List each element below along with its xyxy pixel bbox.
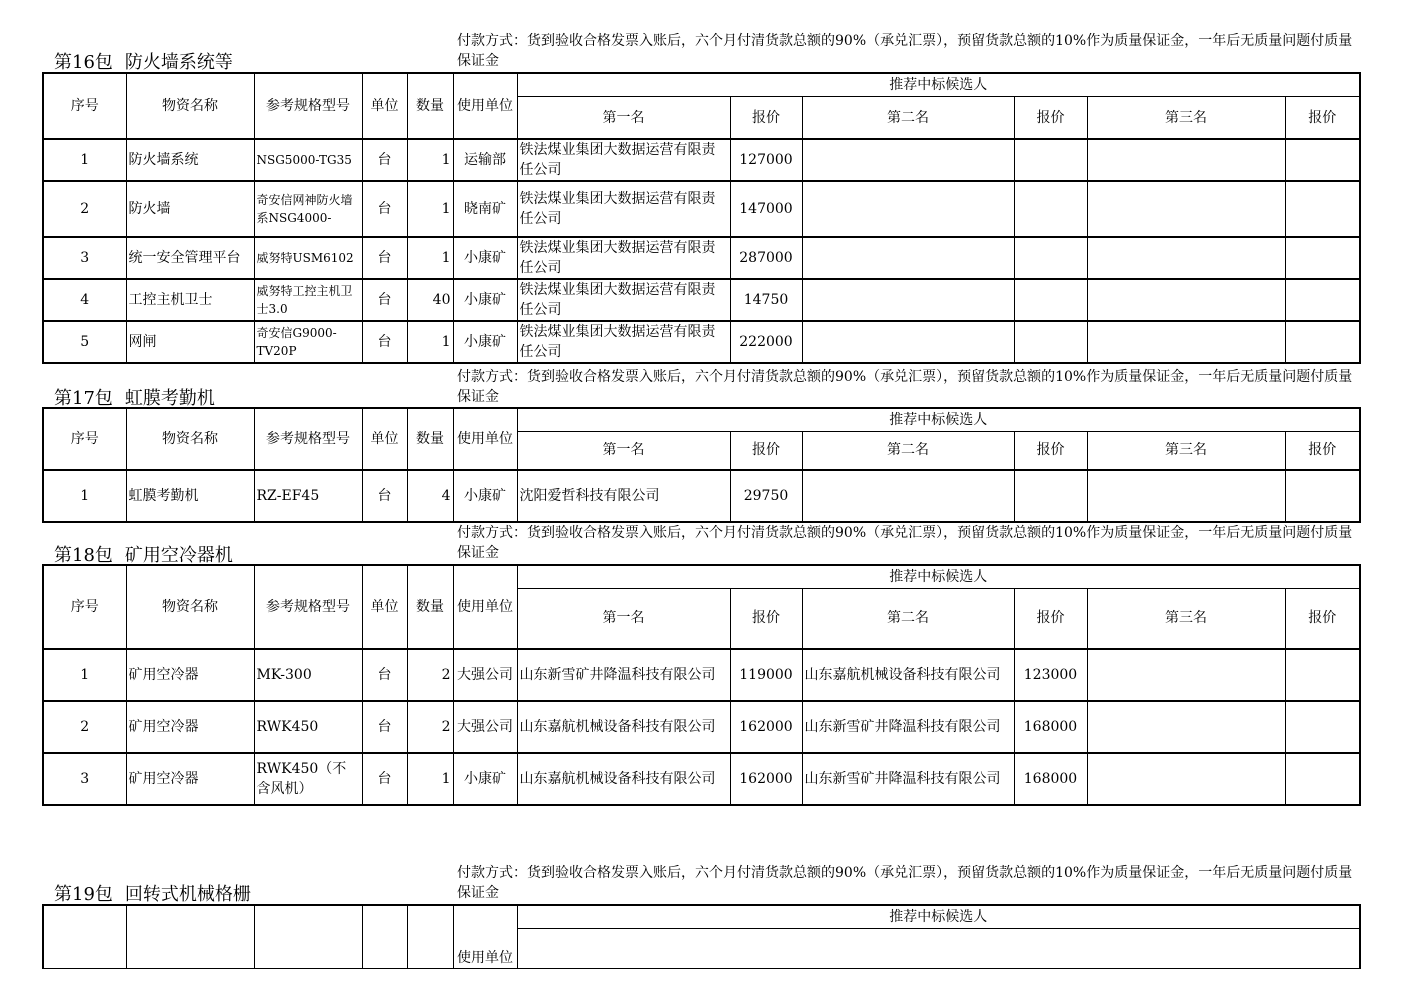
header-qty: 数量	[407, 73, 453, 139]
header-third: 第三名	[1087, 97, 1285, 139]
table-row: 3 矿用空冷器 RWK450（不含风机） 台 1 小康矿 山东嘉航机械设备科技有限公司 162000 山东新雪矿井降温科技有限公司 168000	[43, 753, 1360, 805]
header-user: 使用单位	[453, 73, 517, 139]
package-name: 矿用空冷器机	[124, 545, 233, 566]
payment-terms: 付款方式：货到验收合格发票入账后，六个月付清货款总额的90%（承兑汇票），预留货款总额的10%作为质量保证金，一年后无质量问题付质量保证金	[457, 33, 1353, 69]
payment-terms: 付款方式：货到验收合格发票入账后，六个月付清货款总额的90%（承兑汇票），预留货款总额的10%作为质量保证金，一年后无质量问题付质量保证金	[457, 865, 1353, 901]
table-row: 2 防火墙 奇安信网神防火墙系NSG4000- 台 1 晓南矿 铁法煤业集团大数据运营有限责任公司 147000	[43, 181, 1360, 237]
package-number: 第19包	[54, 884, 113, 905]
package-name: 虹膜考勤机	[124, 388, 215, 409]
table-row: 5 网闸 奇安信G9000-TV20P 台 1 小康矿 铁法煤业集团大数据运营有限责任公司 222000	[43, 321, 1360, 363]
header-seq: 序号	[43, 73, 126, 139]
package-name: 防火墙系统等	[124, 52, 233, 73]
table-row: 3 统一安全管理平台 威努特USM6102 台 1 小康矿 铁法煤业集团大数据运营有限责任公司 287000	[43, 237, 1360, 279]
header-spec: 参考规格型号	[254, 73, 362, 139]
bid-table: 序号 物资名称 参考规格型号 单位 数量 使用单位 推荐中标候选人 第一名 报价 第二名 报价 第三名 报价 1 虹膜考勤机 RZ-EF45 台 4 小康矿 沈阳爱哲科技有限公司 29750	[42, 407, 1361, 523]
header-name: 物资名称	[126, 73, 254, 139]
package-title	[54, 48, 233, 74]
header-recommend: 推荐中标候选人	[517, 73, 1360, 97]
header-unit: 单位	[362, 73, 407, 139]
table-row: 1 矿用空冷器 MK-300 台 2 大强公司 山东新雪矿井降温科技有限公司 119000 山东嘉航机械设备科技有限公司 123000	[43, 649, 1360, 701]
package-name: 回转式机械格栅	[124, 884, 251, 905]
bid-table	[42, 72, 1361, 364]
header-price1: 报价	[730, 97, 802, 139]
package-number: 第16包	[54, 52, 113, 73]
bid-table: 使用单位 推荐中标候选人	[42, 904, 1361, 969]
header-second: 第二名	[802, 97, 1014, 139]
package-number: 第17包	[54, 388, 113, 409]
header-price2: 报价	[1014, 97, 1087, 139]
payment-terms: 付款方式：货到验收合格发票入账后，六个月付清货款总额的90%（承兑汇票），预留货款总额的10%作为质量保证金，一年后无质量问题付质量保证金	[457, 525, 1353, 561]
bid-table: 序号 物资名称 参考规格型号 单位 数量 使用单位 推荐中标候选人 第一名 报价 第二名 报价 第三名 报价 1 矿用空冷器 MK-300 台 2 大强公司 山东新雪矿井降温科技有限公司 119000 山东嘉航机械设备科技有限公司 123000 2 矿用空冷器 RWK450 台 2 大强公司 山东嘉航机械设备科技有限公司 162000 山东新雪矿井降温科技有限公司 168000 3 矿用空冷器 RWK450（不含风机） 台 1 小康矿 山东嘉航机械设备科技有限公司 162000 山东新雪矿井降温科技有限公司 168000	[42, 564, 1361, 806]
header-price3: 报价	[1285, 97, 1360, 139]
table-row: 2 矿用空冷器 RWK450 台 2 大强公司 山东嘉航机械设备科技有限公司 162000 山东新雪矿井降温科技有限公司 168000	[43, 701, 1360, 753]
table-row: 4 工控主机卫士 威努特工控主机卫士3.0 台 40 小康矿 铁法煤业集团大数据运营有限责任公司 14750	[43, 279, 1360, 321]
table-row: 1 虹膜考勤机 RZ-EF45 台 4 小康矿 沈阳爱哲科技有限公司 29750	[43, 470, 1360, 522]
header-first: 第一名	[517, 97, 730, 139]
package-title	[54, 880, 251, 906]
table-row: 1 防火墙系统 NSG5000-TG35 台 1 运输部 铁法煤业集团大数据运营有限责任公司 127000	[43, 139, 1360, 181]
payment-terms: 付款方式：货到验收合格发票入账后，六个月付清货款总额的90%（承兑汇票），预留货款总额的10%作为质量保证金，一年后无质量问题付质量保证金	[457, 369, 1353, 405]
package-number: 第18包	[54, 545, 113, 566]
package-19	[42, 862, 1359, 966]
